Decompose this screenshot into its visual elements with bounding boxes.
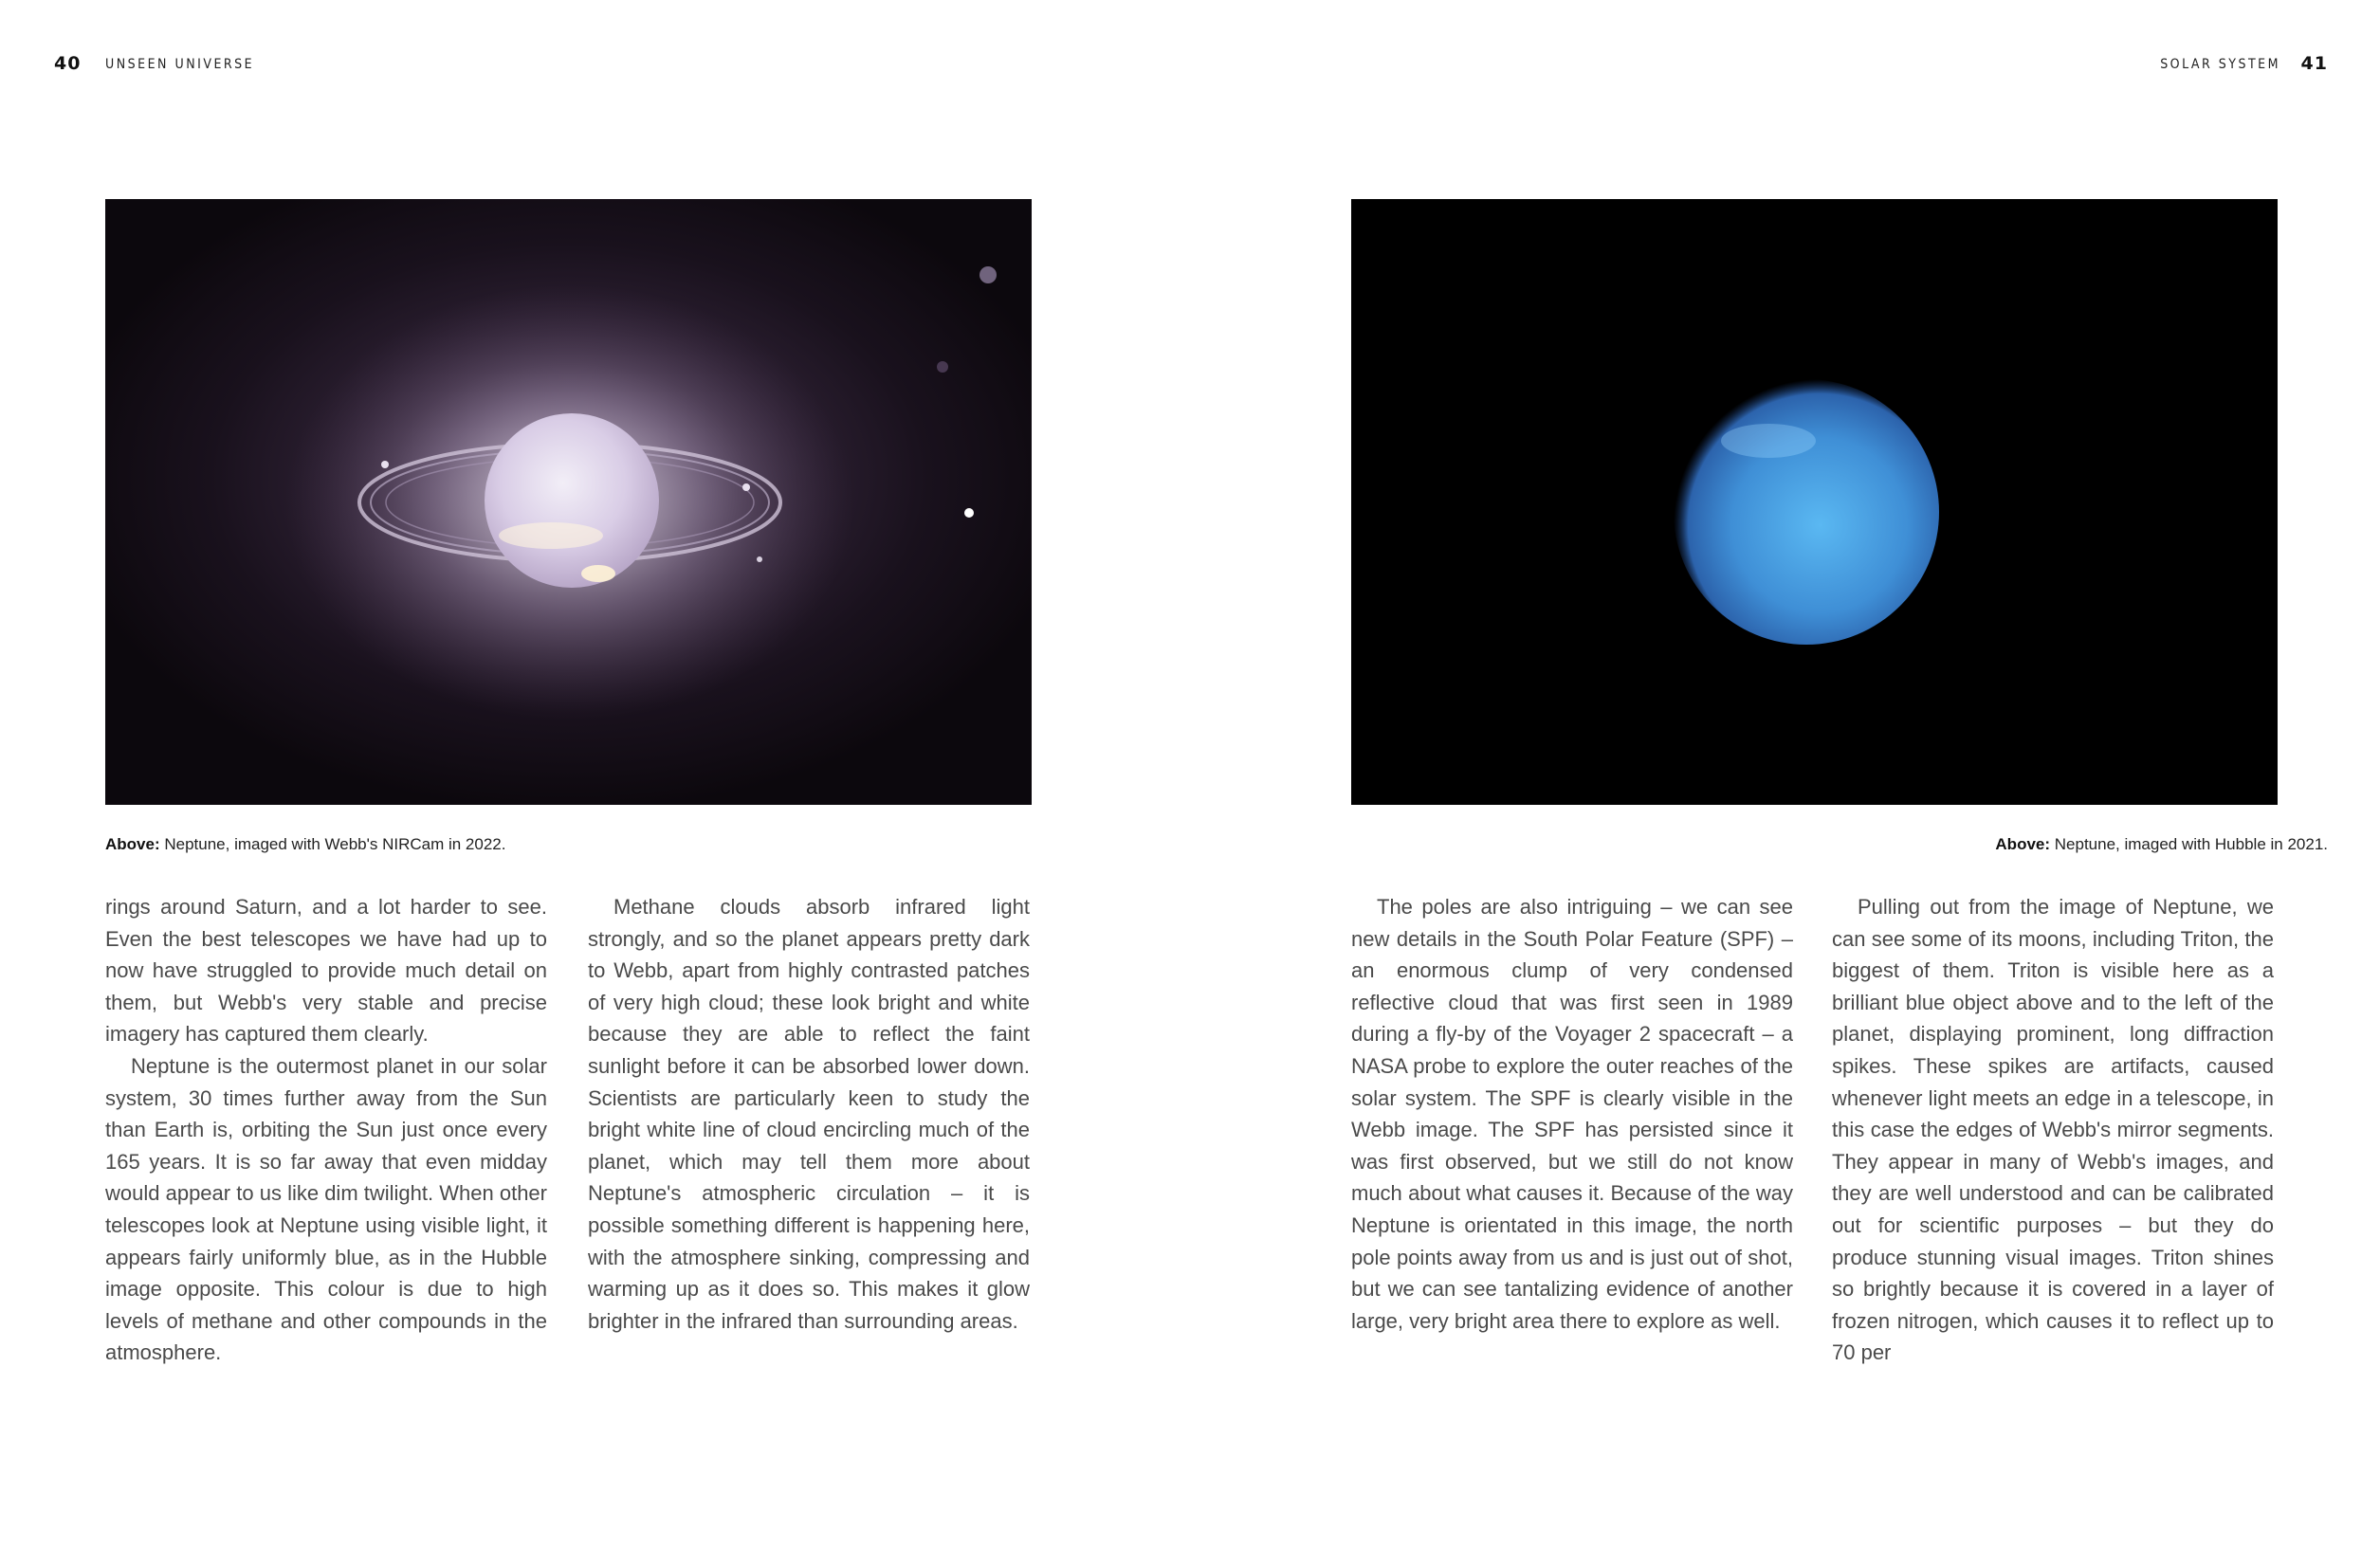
page-number: 40 [54, 53, 82, 74]
page-number: 41 [2300, 53, 2328, 74]
body-column-1 [105, 891, 547, 1369]
caption-label: Above: [1995, 835, 2051, 853]
image-caption [105, 835, 505, 854]
paragraph: Neptune is the outermost planet in our solar system, 30 times further away from the Sun than Earth is, orbiting the Sun just once every 165 years. It is so far away that even midday would appear to us like dim twilight. When other telescopes look at Neptune using visible light, it appears fairly uniformly blue, as in the Hubble image opposite. This colour is due to high levels of methane and other compounds in the atmosphere. [105, 1053, 547, 1365]
neptune-webb-image [105, 199, 1032, 805]
paragraph: Pulling out from the image of Neptune, we can see some of its moons, including Triton, the biggest of them. Triton is visible here as a brilliant blue object above and to the left of the planet, displaying prominent, long diffraction spikes. These spikes are artifacts, caused whenever light meets an edge in a telescope, in this case the edges of Webb's mirror segments. They appear in many of Webb's images, and they are well understood and can be calibrated out for scientific purposes – but they do produce stunning visual images. Triton shines so brightly because it is covered in a layer of frozen nitrogen, which causes it to reflect up to 70 per [1832, 895, 2274, 1365]
paragraph: rings around Saturn, and a lot harder to see. Even the best telescopes we have had up to now have struggled to provide much detail on them, but Webb's very stable and precise imagery has captured them clearly. [105, 895, 547, 1047]
running-head: SOLAR SYSTEM [2160, 57, 2280, 72]
body-column-2 [588, 891, 1030, 1337]
caption-text: Neptune, imaged with Hubble in 2021. [2050, 835, 2328, 853]
body-column-2 [1832, 891, 2274, 1369]
right-page [1190, 0, 2380, 1549]
paragraph: The poles are also intriguing – we can see new details in the South Polar Feature (SPF) – an enormous clump of very condensed reflective cloud that was first seen in 1989 during a fly-by of the Voyager 2 spacecraft – a NASA probe to explore the outer reaches of the solar system. The SPF is clearly visible in the Webb image. The SPF has persisted since it was first observed, but we still do not know much about what causes it. Because of the way Neptune is orientated in this image, the north pole points away from us and is just out of shot, but we can see tantalizing evidence of another large, very bright area there to explore as well. [1351, 895, 1793, 1333]
body-column-1 [1351, 891, 1793, 1337]
paragraph: Methane clouds absorb infrared light strongly, and so the planet appears pretty dark to Webb, apart from highly contrasted patches of very high cloud; these look bright and white because they are able to reflect the faint sunlight before it can be absorbed lower down. Scientists are particularly keen to study the bright white line of cloud encircling much of the planet, which may tell them more about Neptune's atmospheric circulation – it is possible something different is happening here, with the atmosphere sinking, compressing and warming up as it does so. This makes it glow brighter in the infrared than surrounding areas. [588, 895, 1030, 1333]
caption-label: Above: [105, 835, 160, 853]
caption-text: Neptune, imaged with Webb's NIRCam in 2022. [159, 835, 506, 853]
image-caption [1995, 835, 2328, 854]
neptune-hubble-image [1351, 199, 2278, 805]
running-head: UNSEEN UNIVERSE [105, 57, 255, 72]
